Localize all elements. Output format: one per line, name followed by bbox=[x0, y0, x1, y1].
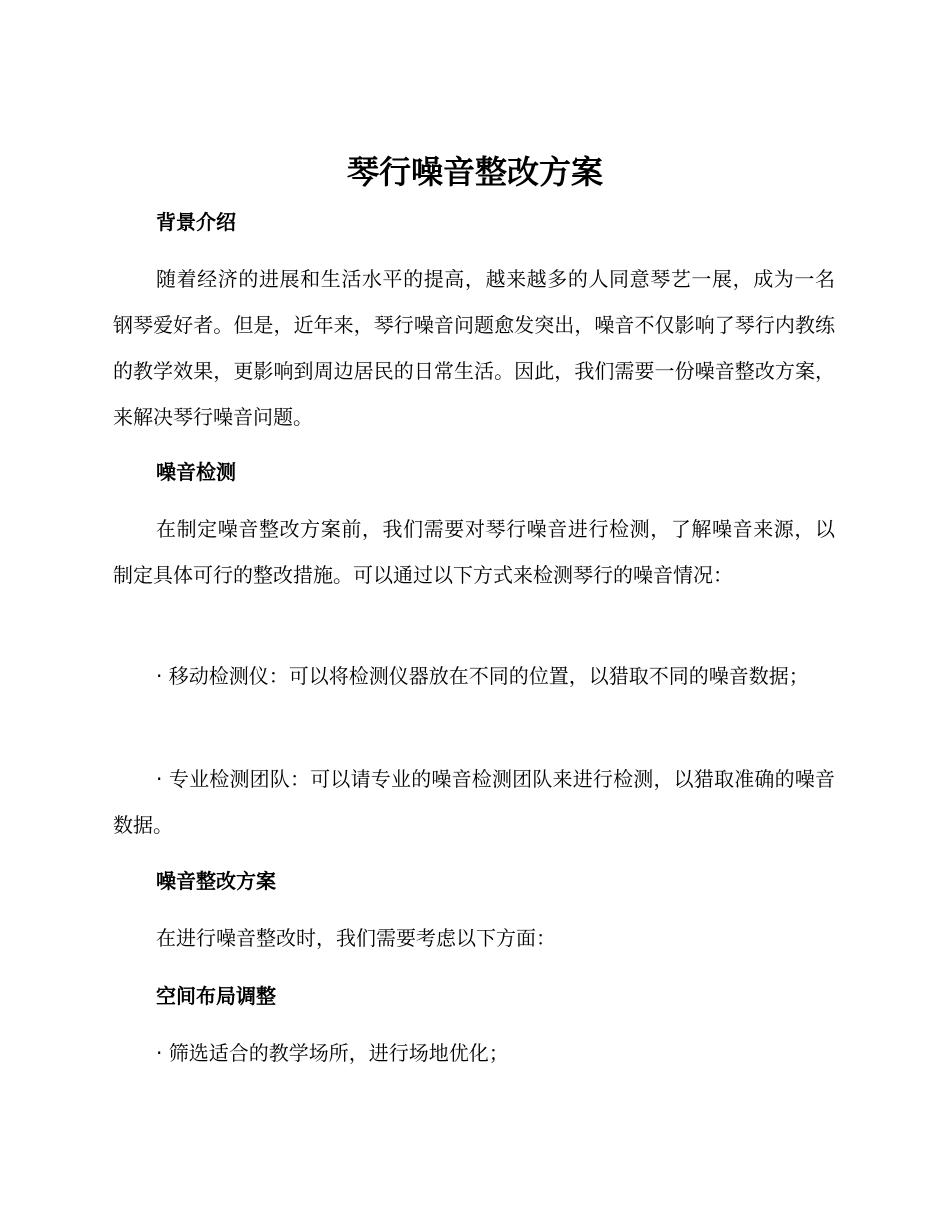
heading-noise-detection: 噪音检测 bbox=[156, 460, 236, 484]
bullet-venue-selection: · 筛选适合的教学场所，进行场地优化； bbox=[156, 1041, 509, 1065]
bullet-professional-team: · 专业检测团队：可以请专业的噪音检测团队来进行检测，以猎取准确的噪音数据。 bbox=[113, 767, 835, 837]
paragraph-background: 随着经济的进展和生活水平的提高，越来越多的人同意琴艺一展，成为一名钢琴爱好者。但是，近年来，琴行噪音问题愈发突出，噪音不仅影响了琴行内教练的教学效果，更影响到周边居民的日常生活。因此，我们需要一份噪音整改方案，来解决琴行噪音问题。 bbox=[113, 267, 835, 429]
heading-space-layout: 空间布局调整 bbox=[156, 984, 276, 1008]
paragraph-noise-detection: 在制定噪音整改方案前，我们需要对琴行噪音进行检测，了解噪音来源，以制定具体可行的整改措施。可以通过以下方式来检测琴行的噪音情况： bbox=[113, 517, 835, 587]
paragraph-rectification-plan: 在进行噪音整改时，我们需要考虑以下方面： bbox=[156, 926, 556, 950]
document-title: 琴行噪音整改方案 bbox=[346, 153, 603, 191]
heading-background: 背景介绍 bbox=[156, 210, 236, 234]
heading-rectification-plan: 噪音整改方案 bbox=[156, 869, 276, 893]
bullet-mobile-detector: · 移动检测仪：可以将检测仪器放在不同的位置，以猎取不同的噪音数据； bbox=[156, 664, 809, 688]
